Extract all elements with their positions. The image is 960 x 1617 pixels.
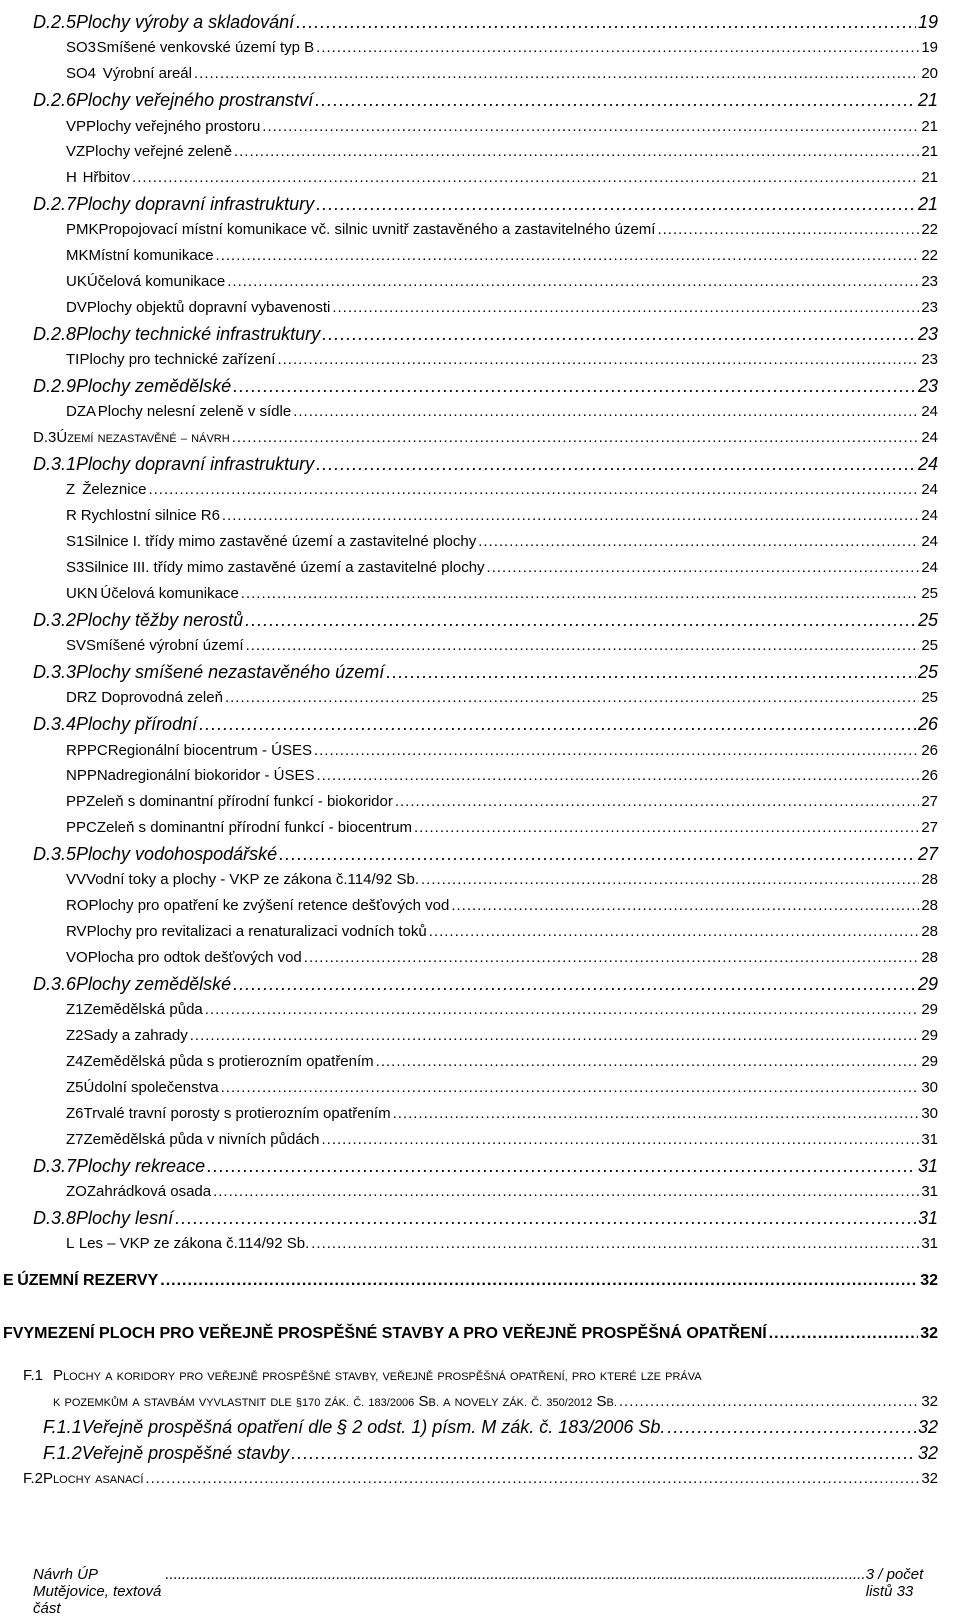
toc-entry[interactable] bbox=[66, 401, 938, 423]
dot-leader bbox=[227, 271, 919, 293]
toc-entry-title: Plochy lesní bbox=[76, 1208, 174, 1228]
toc-entry[interactable] bbox=[33, 375, 938, 397]
toc-entry-title: Plochy zemědělské bbox=[76, 974, 232, 994]
toc-entry-code: PMK bbox=[66, 221, 99, 238]
toc-entry[interactable] bbox=[66, 1181, 938, 1203]
toc-entry-title: Plocha pro odtok dešťových vod bbox=[87, 949, 302, 966]
toc-entry[interactable] bbox=[66, 245, 938, 267]
toc-entry-code: F.1.2 bbox=[43, 1443, 82, 1463]
toc-entry-title: VYMEZENÍ PLOCH PRO VEŘEJNĚ PROSPĚŠNÉ STAVBY A PRO VEŘEJNĚ PROSPĚŠNÁ OPATŘENÍ bbox=[12, 1325, 767, 1342]
toc-entry-page: 29 bbox=[917, 974, 938, 994]
toc-entry-code: Z1 bbox=[66, 1001, 84, 1018]
toc-entry-page: 32 bbox=[921, 1393, 938, 1410]
toc-entry[interactable] bbox=[66, 869, 938, 891]
toc-entry-code: RV bbox=[66, 923, 87, 940]
dot-leader bbox=[304, 947, 920, 969]
toc-entry-title: Rychlostní silnice R6 bbox=[80, 507, 220, 524]
toc-entry-page: 28 bbox=[921, 949, 938, 966]
toc-entry-code: UK bbox=[66, 273, 87, 290]
toc-entry-page: 27 bbox=[921, 793, 938, 810]
dot-leader bbox=[234, 141, 919, 163]
toc-entry-title: Regionální biocentrum - ÚSES bbox=[107, 742, 312, 759]
dot-leader bbox=[194, 63, 919, 85]
toc-entry-code: PP bbox=[66, 793, 87, 810]
toc-entry-code: VZ bbox=[66, 143, 86, 160]
dot-leader bbox=[222, 505, 919, 527]
dot-leader bbox=[393, 1103, 920, 1125]
toc-entry-title: Údolní společenstva bbox=[83, 1079, 219, 1096]
dot-leader bbox=[262, 116, 919, 138]
toc-entry-title: Plochy výroby a skladování bbox=[76, 12, 295, 32]
dot-leader bbox=[291, 1442, 916, 1464]
dot-leader bbox=[451, 895, 919, 917]
toc-entry[interactable] bbox=[66, 557, 938, 579]
dot-leader bbox=[232, 427, 920, 449]
dot-leader bbox=[296, 11, 916, 33]
toc-entry-title: Vodní toky a plochy - VKP ze zákona č.114/92 Sb. bbox=[86, 871, 420, 888]
toc-entry-page: 25 bbox=[917, 662, 938, 682]
toc-entry-page: 23 bbox=[921, 273, 938, 290]
dot-leader bbox=[245, 609, 916, 631]
toc-entry-page: 23 bbox=[917, 324, 938, 344]
toc-entry[interactable] bbox=[33, 193, 938, 215]
dot-leader bbox=[316, 193, 916, 215]
toc-entry-code: Z7 bbox=[66, 1131, 84, 1148]
dot-leader bbox=[667, 1416, 916, 1438]
toc-entry[interactable] bbox=[33, 11, 938, 33]
dot-leader bbox=[221, 1077, 920, 1099]
toc-entry[interactable] bbox=[66, 765, 938, 787]
toc-entry-title: Silnice I. třídy mimo zastavěné území a zastavitelné plochy bbox=[84, 533, 477, 550]
toc-entry-page: 31 bbox=[921, 1131, 938, 1148]
toc-entry-title: Zemědělská půda bbox=[83, 1001, 203, 1018]
toc-entry-page: 27 bbox=[921, 819, 938, 836]
toc-entry-title: Doprovodná zeleň bbox=[101, 689, 223, 706]
toc-entry-title: Plochy veřejného prostoru bbox=[86, 118, 261, 135]
dot-leader bbox=[376, 1051, 920, 1073]
toc-entry-title: Smíšené venkovské území typ B bbox=[96, 39, 315, 56]
toc-entry-code: D.3 bbox=[33, 429, 57, 446]
toc-entry-title: Plochy přírodní bbox=[76, 714, 198, 734]
toc-entry-code: SO3 bbox=[66, 39, 97, 56]
toc-entry[interactable] bbox=[33, 661, 938, 683]
toc-entry-title-line2: K POZEMKŮM A STAVBÁM VYVLASTNIT DLE §170 ZÁK. Č. 183/2006 SB. A NOVELY ZÁK. Č. 350/2012 SB. bbox=[53, 1393, 617, 1410]
toc-entry-page: 23 bbox=[921, 351, 938, 368]
toc-entry[interactable] bbox=[66, 1077, 938, 1099]
toc-entry[interactable] bbox=[33, 1155, 938, 1177]
toc-entry-page: 24 bbox=[921, 507, 938, 524]
toc-entry-code: S3 bbox=[66, 559, 85, 576]
toc-entry[interactable] bbox=[33, 713, 938, 735]
toc-entry-page: 21 bbox=[921, 118, 938, 135]
toc-entry-page: 22 bbox=[921, 247, 938, 264]
toc-entry-code: D.3.6 bbox=[33, 974, 77, 994]
toc-entry-title: PLOCHY ASANACÍ bbox=[43, 1470, 144, 1487]
toc-entry-page: 21 bbox=[921, 143, 938, 160]
footer-page-count: 3 / počet listů 33 bbox=[865, 1566, 924, 1600]
toc-entry-code: H bbox=[66, 169, 77, 186]
toc-entry-title: Propojovací místní komunikace vč. silnic uvnitř zastavěného a zastavitelného území bbox=[98, 221, 656, 238]
dot-leader bbox=[279, 843, 916, 865]
toc-entry[interactable] bbox=[66, 297, 938, 319]
toc-entry-page: 32 bbox=[920, 1325, 938, 1342]
toc-entry-code: D.3.7 bbox=[33, 1156, 77, 1176]
toc-entry-title: Nadregionální biokoridor - ÚSES bbox=[96, 767, 315, 784]
toc-entry-title: Plochy veřejného prostranství bbox=[76, 90, 314, 110]
toc-entry-page: 25 bbox=[921, 637, 938, 654]
toc-entry-code: D.2.8 bbox=[33, 324, 77, 344]
toc-entry-title: Plochy veřejné zeleně bbox=[85, 143, 232, 160]
toc-entry-page: 32 bbox=[917, 1443, 938, 1463]
toc-entry[interactable] bbox=[66, 999, 938, 1021]
toc-entry[interactable] bbox=[66, 1103, 938, 1125]
toc-entry-code: E bbox=[3, 1272, 14, 1289]
dot-leader bbox=[160, 1270, 918, 1292]
toc-entry-title: Zemědělská půda s protierozním opatřením bbox=[83, 1053, 374, 1070]
toc-entry-title: Plochy dopravní infrastruktury bbox=[76, 194, 315, 214]
dot-leader bbox=[478, 531, 919, 553]
toc-entry-page: 29 bbox=[921, 1027, 938, 1044]
toc-entry[interactable] bbox=[66, 947, 938, 969]
toc-entry-title: Plochy pro technické zařízení bbox=[79, 351, 276, 368]
toc-entry-page: 29 bbox=[921, 1053, 938, 1070]
toc-entry-code: DV bbox=[66, 299, 87, 316]
dot-leader bbox=[246, 635, 920, 657]
toc-entry-title: ÚZEMÍ NEZASTAVĚNÉ – NÁVRH bbox=[56, 429, 230, 446]
toc-entry-title: Zeleň s dominantní přírodní funkcí - biocentrum bbox=[96, 819, 412, 836]
toc-entry-title: Plochy nelesní zeleně v sídle bbox=[97, 403, 292, 420]
toc-entry-code: S1 bbox=[66, 533, 85, 550]
toc-entry-code: Z bbox=[66, 481, 76, 498]
dot-leader bbox=[277, 349, 919, 371]
toc-entry-title: PLOCHY A KORIDORY PRO VEŘEJNĚ PROSPĚŠNÉ STAVBY, VEŘEJNĚ PROSPĚŠNÁ OPATŘENÍ, PRO KTERÉ LZE PRÁVA bbox=[53, 1367, 702, 1384]
dot-leader bbox=[487, 557, 920, 579]
toc-entry-code: F.2 bbox=[23, 1470, 44, 1487]
toc-entry[interactable] bbox=[66, 1025, 938, 1047]
toc-entry-title: Plochy rekreace bbox=[76, 1156, 206, 1176]
toc-entry-code: Z6 bbox=[66, 1105, 84, 1122]
toc-entry-page: 32 bbox=[920, 1272, 938, 1289]
toc-entry-page: 28 bbox=[921, 897, 938, 914]
toc-entry-page: 24 bbox=[921, 481, 938, 498]
dot-leader bbox=[322, 1129, 920, 1151]
toc-entry-page: 32 bbox=[917, 1417, 938, 1437]
toc-entry-title: Veřejně prospěšné stavby bbox=[81, 1443, 290, 1463]
toc-entry[interactable] bbox=[66, 1233, 938, 1255]
dot-leader bbox=[293, 401, 919, 423]
toc-entry-page: 21 bbox=[917, 90, 938, 110]
toc-entry-page: 32 bbox=[921, 1470, 938, 1487]
dot-leader bbox=[205, 999, 920, 1021]
toc-entry-title: Účelová komunikace bbox=[86, 273, 226, 290]
toc-entry[interactable] bbox=[66, 531, 938, 553]
toc-entry-title: Smíšené výrobní území bbox=[86, 637, 244, 654]
dot-leader bbox=[322, 323, 916, 345]
toc-entry-code: D.2.6 bbox=[33, 90, 77, 110]
toc-entry-page: 23 bbox=[921, 299, 938, 316]
toc-entry-page: 24 bbox=[921, 403, 938, 420]
dot-leader bbox=[657, 219, 919, 241]
toc-entry[interactable] bbox=[43, 1416, 938, 1438]
dot-leader bbox=[332, 297, 919, 319]
toc-entry-code: VP bbox=[66, 118, 87, 135]
toc-entry[interactable] bbox=[33, 323, 938, 345]
toc-entry-title: Zemědělská půda v nivních půdách bbox=[83, 1131, 320, 1148]
toc-entry-page: 31 bbox=[921, 1235, 938, 1252]
toc-entry-page: 30 bbox=[921, 1079, 938, 1096]
toc-entry[interactable] bbox=[33, 89, 938, 111]
toc-entry-title: Výrobní areál bbox=[102, 65, 192, 82]
toc-entry-code: RO bbox=[66, 897, 89, 914]
toc-entry-page: 26 bbox=[917, 714, 938, 734]
toc-entry[interactable] bbox=[66, 1129, 938, 1151]
toc-entry-code: L bbox=[66, 1235, 75, 1252]
toc-entry-code: VV bbox=[66, 871, 87, 888]
toc-entry[interactable] bbox=[66, 116, 938, 138]
dot-leader bbox=[386, 661, 916, 683]
toc-entry-title: Les – VKP ze zákona č.114/92 Sb. bbox=[78, 1235, 310, 1252]
toc-entry-title: Plochy pro revitalizaci a renaturalizaci vodních toků bbox=[86, 923, 427, 940]
toc-entry-page: 26 bbox=[921, 742, 938, 759]
toc-entry-code: D.2.7 bbox=[33, 194, 77, 214]
toc-entry[interactable] bbox=[23, 1468, 938, 1491]
toc-entry-page: 25 bbox=[917, 610, 938, 630]
toc-entry[interactable] bbox=[66, 687, 938, 709]
toc-entry-page: 24 bbox=[921, 559, 938, 576]
toc-entry-title: Plochy pro opatření ke zvýšení retence dešťových vod bbox=[88, 897, 450, 914]
toc-entry-code: F.1 bbox=[23, 1367, 44, 1384]
toc-entry[interactable] bbox=[66, 167, 938, 189]
toc-entry-code: Z2 bbox=[66, 1027, 84, 1044]
toc-entry-continuation[interactable] bbox=[53, 1391, 938, 1414]
dot-leader bbox=[316, 453, 916, 475]
toc-entry-page: 29 bbox=[921, 1001, 938, 1018]
toc-entry[interactable] bbox=[66, 1051, 938, 1073]
toc-entry[interactable] bbox=[66, 219, 938, 241]
toc-entry-code: Z5 bbox=[66, 1079, 84, 1096]
dot-leader bbox=[315, 89, 916, 111]
toc-entry-page: 24 bbox=[917, 454, 938, 474]
dot-leader bbox=[233, 973, 916, 995]
dot-leader bbox=[148, 479, 919, 501]
toc-entry-page: 19 bbox=[917, 12, 938, 32]
toc-entry-code: D.3.5 bbox=[33, 844, 77, 864]
toc-entry[interactable] bbox=[66, 271, 938, 293]
toc-entry-title: Hřbitov bbox=[82, 169, 131, 186]
toc-entry[interactable] bbox=[66, 37, 938, 59]
toc-entry[interactable] bbox=[66, 817, 938, 839]
toc-entry[interactable] bbox=[66, 479, 938, 501]
toc-entry[interactable] bbox=[3, 1323, 938, 1345]
toc-entry-page: 28 bbox=[921, 871, 938, 888]
dot-leader bbox=[414, 817, 919, 839]
toc-entry-code: D.3.8 bbox=[33, 1208, 77, 1228]
dot-leader bbox=[429, 921, 920, 943]
dot-leader bbox=[175, 1207, 916, 1229]
toc-entry[interactable] bbox=[66, 505, 938, 527]
dot-leader bbox=[233, 375, 916, 397]
toc-entry-code: F bbox=[3, 1325, 13, 1342]
toc-entry-title: Sady a zahrady bbox=[83, 1027, 188, 1044]
toc-entry-page: 19 bbox=[921, 39, 938, 56]
dot-leader bbox=[213, 1181, 919, 1203]
toc-entry-page: 25 bbox=[921, 585, 938, 602]
toc-entry-title: ÚZEMNÍ REZERVY bbox=[17, 1272, 159, 1289]
dot-leader bbox=[619, 1391, 919, 1413]
toc-entry-code: SV bbox=[66, 637, 87, 654]
dot-leader bbox=[316, 765, 919, 787]
toc-entry[interactable] bbox=[66, 63, 938, 85]
toc-entry-title: Plochy smíšené nezastavěného území bbox=[76, 662, 385, 682]
toc-entry-code: TI bbox=[66, 351, 80, 368]
page-footer bbox=[33, 1566, 928, 1617]
toc-entry-title: Veřejně prospěšná opatření dle § 2 odst. 1) písm. M zák. č. 183/2006 Sb. bbox=[81, 1417, 666, 1437]
dot-leader bbox=[316, 37, 919, 59]
dot-leader bbox=[199, 713, 916, 735]
toc-entry-code: R bbox=[66, 507, 77, 524]
toc-entry-title: Silnice III. třídy mimo zastavěné území a zastavitelné plochy bbox=[84, 559, 485, 576]
toc-entry-page: 25 bbox=[921, 689, 938, 706]
toc-entry-page: 24 bbox=[921, 429, 938, 446]
toc-entry[interactable] bbox=[66, 635, 938, 657]
toc-entry-code: VO bbox=[66, 949, 88, 966]
toc-entry-title: Plochy technické infrastruktury bbox=[76, 324, 321, 344]
dot-leader bbox=[145, 1468, 919, 1490]
toc-entry[interactable] bbox=[33, 973, 938, 995]
toc-entry-title: Účelová komunikace bbox=[100, 585, 239, 602]
toc-entry-code: Z4 bbox=[66, 1053, 84, 1070]
toc-entry[interactable] bbox=[3, 1270, 938, 1292]
toc-entry-page: 30 bbox=[921, 1105, 938, 1122]
toc-entry-code: RPPC bbox=[66, 742, 108, 759]
dot-leader bbox=[190, 1025, 920, 1047]
toc-entry-code: D.3.1 bbox=[33, 454, 77, 474]
toc-entry[interactable] bbox=[66, 895, 938, 917]
toc-entry-code: NPP bbox=[66, 767, 97, 784]
toc-entry[interactable] bbox=[66, 921, 938, 943]
toc-entry-title: Zahrádková osada bbox=[86, 1183, 212, 1200]
toc-entry-page: 31 bbox=[921, 1183, 938, 1200]
toc-entry-page: 26 bbox=[921, 767, 938, 784]
toc-entry-title: Zeleň s dominantní přírodní funkcí - biokoridor bbox=[86, 793, 393, 810]
toc-entry-title: Plochy vodohospodářské bbox=[76, 844, 278, 864]
toc-entry-code: ZO bbox=[66, 1183, 87, 1200]
toc-entry-code: F.1.1 bbox=[43, 1417, 82, 1437]
toc-entry-title: Plochy objektů dopravní vybavenosti bbox=[86, 299, 331, 316]
toc-entry-page: 24 bbox=[921, 533, 938, 550]
toc-entry-code: D.2.9 bbox=[33, 376, 77, 396]
toc-entry-title: Plochy zemědělské bbox=[76, 376, 232, 396]
toc-entry-page: 22 bbox=[921, 221, 938, 238]
toc-entry-title: Trvalé travní porosty s protierozním opatřením bbox=[83, 1105, 391, 1122]
dot-leader bbox=[395, 791, 919, 813]
toc-entry[interactable] bbox=[33, 843, 938, 865]
dot-leader bbox=[311, 1233, 919, 1255]
toc-entry-page: 21 bbox=[921, 169, 938, 186]
toc-entry-page: 23 bbox=[917, 376, 938, 396]
toc-entry[interactable] bbox=[33, 1207, 938, 1229]
dot-leader bbox=[241, 583, 920, 605]
toc-entry-code: MK bbox=[66, 247, 89, 264]
dot-leader bbox=[207, 1155, 916, 1177]
dot-leader bbox=[314, 740, 919, 762]
toc-entry-code: DRZ bbox=[66, 689, 97, 706]
toc-entry-code: SO4 bbox=[66, 65, 97, 82]
toc-entry-code: D.2.5 bbox=[33, 12, 77, 32]
toc-entry-page: 31 bbox=[917, 1156, 938, 1176]
toc-entry-page: 31 bbox=[917, 1208, 938, 1228]
toc-entry[interactable] bbox=[66, 349, 938, 371]
dot-leader bbox=[421, 869, 919, 891]
toc-entry-page: 28 bbox=[921, 923, 938, 940]
toc-entry-code: D.3.4 bbox=[33, 714, 77, 734]
dot-leader bbox=[769, 1323, 918, 1345]
toc-entry-code: UKN bbox=[66, 585, 98, 602]
toc-entry[interactable] bbox=[33, 453, 938, 475]
toc-entry-code: DZA bbox=[66, 403, 96, 420]
footer-document-title: Návrh ÚP Mutějovice, textová část bbox=[33, 1566, 162, 1617]
toc-entry-code: D.3.3 bbox=[33, 662, 77, 682]
toc-entry-page: 27 bbox=[917, 844, 938, 864]
toc-entry-code: PPC bbox=[66, 819, 97, 836]
dot-leader bbox=[132, 167, 919, 189]
toc-entry[interactable] bbox=[66, 583, 938, 605]
toc-entry[interactable] bbox=[66, 791, 938, 813]
toc-entry-title: Plochy těžby nerostů bbox=[76, 610, 244, 630]
toc-entry[interactable] bbox=[66, 141, 938, 163]
toc-entry-code: D.3.2 bbox=[33, 610, 77, 630]
toc-entry-title: Plochy dopravní infrastruktury bbox=[76, 454, 315, 474]
toc-entry-page: 20 bbox=[921, 65, 938, 82]
dot-leader bbox=[216, 245, 920, 267]
toc-entry-page: 21 bbox=[917, 194, 938, 214]
toc-entry[interactable] bbox=[43, 1442, 938, 1464]
toc-entry[interactable] bbox=[33, 427, 938, 450]
toc-entry-title: Železnice bbox=[82, 481, 147, 498]
toc-entry[interactable] bbox=[66, 740, 938, 762]
toc-entry[interactable] bbox=[23, 1365, 938, 1388]
toc-entry[interactable] bbox=[33, 609, 938, 631]
dot-leader bbox=[225, 687, 919, 709]
toc-entry-title: Místní komunikace bbox=[88, 247, 214, 264]
